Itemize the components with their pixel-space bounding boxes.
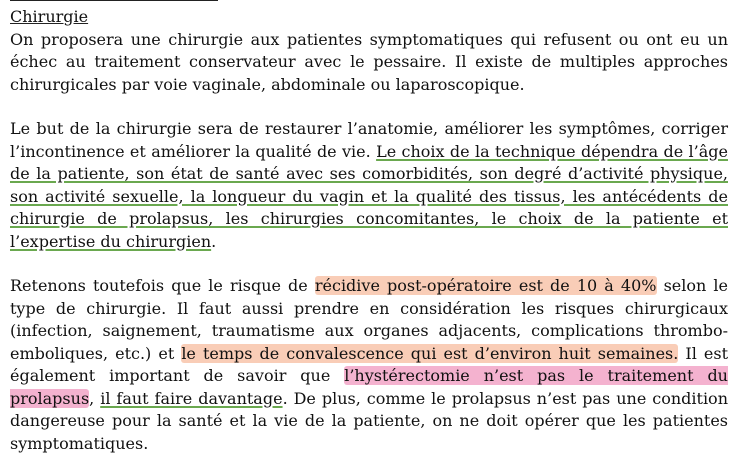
goals-text: Le but de la chirurgie sera de restaurer l’anatomie, améliorer les symptômes, corriger l’incontinence et améliorer la qualité de vie. bbox=[10, 119, 728, 161]
paragraph-gap bbox=[10, 253, 728, 275]
highlight-convalescence: le temps de convalescence qui est d’environ huit semaines. bbox=[181, 343, 679, 363]
paragraph-intro: On proposera une chirurgie aux patientes symptomatiques qui refusent ou ont eu un échec au traitement conservateur avec le pessaire. Il existe de multiples approches chirurgicales par voie vaginale, abdominale ou laparoscopique. bbox=[10, 29, 728, 94]
underlined-do-more: il faut faire davantage bbox=[100, 388, 283, 408]
document-page bbox=[10, 0, 728, 455]
paragraph-gap bbox=[10, 96, 728, 118]
risks-text-3: Il est également important de savoir que bbox=[10, 343, 729, 385]
section-title: Chirurgie bbox=[10, 7, 89, 26]
highlight-hysterectomy: l’hystérectomie n’est pas le traitement du prolapsus bbox=[10, 366, 728, 408]
risks-text-1: Retenons toutefois que le risque de bbox=[10, 276, 315, 295]
risks-comma: , bbox=[89, 388, 101, 408]
paragraph-risks bbox=[10, 275, 728, 455]
technique-choice-underlined: Le choix de la technique dépendra de l’âge de la patiente, son état de santé avec ses comorbidités, son degré d’activité physique, son activité sexuelle, la longueur du vagin et la qualité des tissus, les antécédents de chirurgie de prolapsus, les chirurgies concomitantes, le choix de la patiente et l’expertise du chirurgien bbox=[10, 141, 728, 251]
risks-text-4: . De plus, comme le prolapsus n’est pas une condition dangereuse pour la santé et la vie de la patiente, on ne doit opérer que les patientes symptomatiques. bbox=[10, 388, 728, 453]
paragraph-goals bbox=[10, 118, 728, 253]
top-rule-divider bbox=[10, 0, 218, 1]
goals-period: . bbox=[211, 231, 217, 251]
risks-text-2: selon le type de chirurgie. Il faut aussi prendre en considération les risques chirurgicaux (infection, saignement, traumatisme aux organes adjacents, complications thrombo-emboliques, etc.) et bbox=[10, 276, 728, 363]
highlight-recurrence: récidive post-opératoire est de 10 à 40% bbox=[314, 276, 657, 295]
